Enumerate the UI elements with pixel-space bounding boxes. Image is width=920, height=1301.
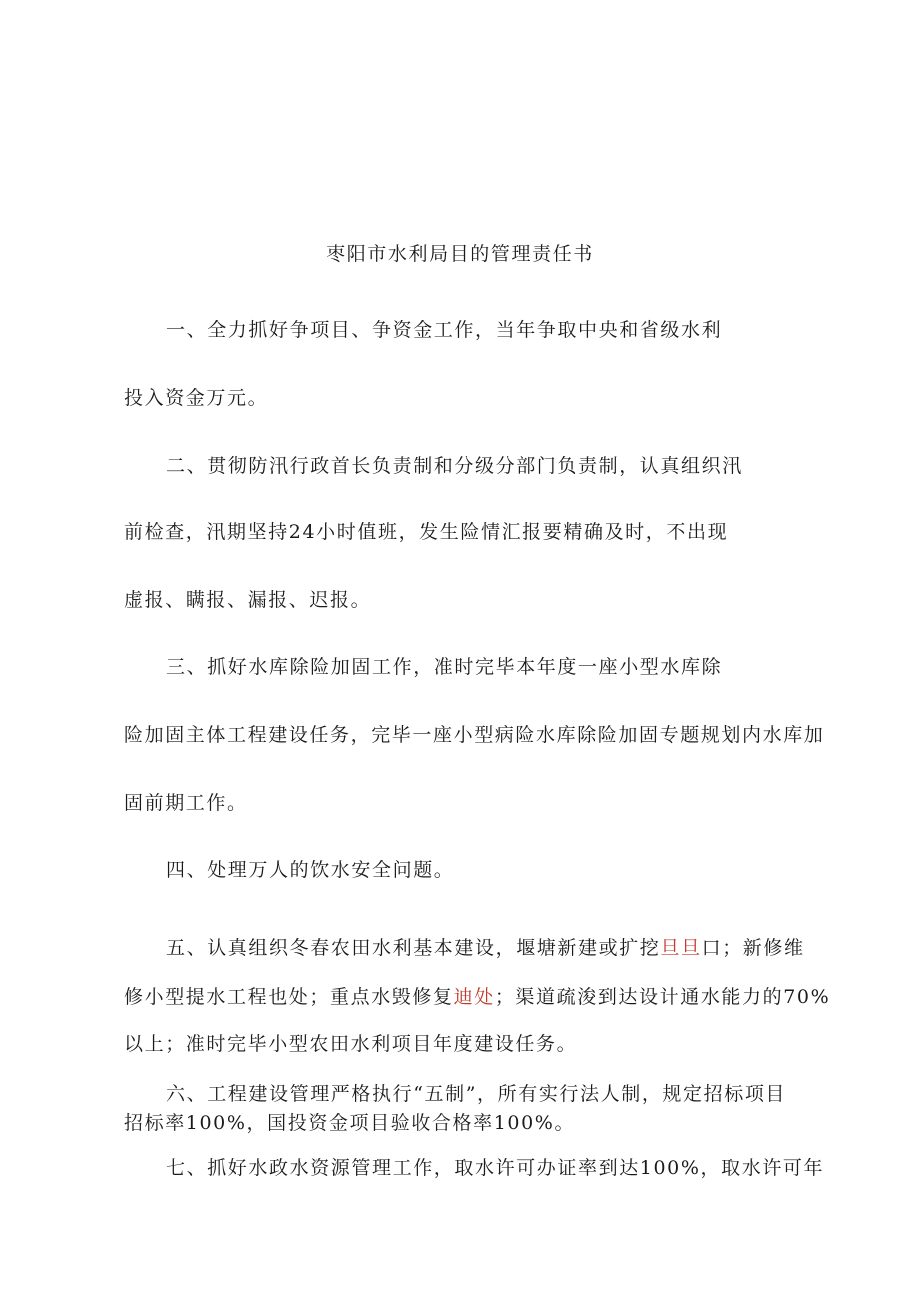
paragraph-3-line-3: 固前期工作。 xyxy=(124,792,248,814)
paragraph-5-text: 修小型提水工程也处；重点水毁修复 xyxy=(124,986,454,1008)
paragraph-5-text: 五、认真组织冬春农田水利基本建设，堰塘新建或扩挖 xyxy=(166,937,661,959)
highlighted-text: 旦旦 xyxy=(660,937,702,959)
paragraph-1-line-2: 投入资金万元。 xyxy=(124,387,269,409)
paragraph-4-line-1: 四、处理万人的饮水安全问题。 xyxy=(166,859,455,881)
paragraph-5-line-3: 以上；准时完毕小型农田水利项目年度建设任务。 xyxy=(124,1033,578,1055)
paragraph-2-line-2: 前检查，汛期坚持24小时值班，发生险情汇报要精确及时，不出现 xyxy=(124,521,729,543)
document-title: 枣阳市水利局目的管理责任书 xyxy=(326,243,594,265)
paragraph-6-line-2: 招标率100%，国投资金项目验收合格率100%。 xyxy=(124,1112,576,1134)
paragraph-5-line-2 xyxy=(124,985,830,1009)
paragraph-1-line-1: 一、全力抓好争项目、争资金工作，当年争取中央和省级水利 xyxy=(166,319,723,341)
paragraph-5-text: 口；新修维 xyxy=(701,937,805,959)
paragraph-6-line-1: 六、工程建设管理严格执行“五制”，所有实行法人制，规定招标项目 xyxy=(166,1083,787,1105)
paragraph-5-line-1 xyxy=(166,936,805,960)
paragraph-2-line-3: 虚报、瞒报、漏报、迟报。 xyxy=(124,589,372,611)
paragraph-3-line-2: 险加固主体工程建设任务，完毕一座小型病险水库除险加固专题规划内水库加 xyxy=(124,724,825,746)
paragraph-7-line-1: 七、抓好水政水资源管理工作，取水许可办证率到达100%，取水许可年 xyxy=(166,1157,825,1179)
paragraph-2-line-1: 二、贯彻防汛行政首长负责制和分级分部门负责制，认真组织汛 xyxy=(166,455,743,477)
paragraph-5-text: ；渠道疏浚到达设计通水能力的70% xyxy=(494,986,831,1008)
highlighted-text: 迪处 xyxy=(453,986,495,1008)
paragraph-3-line-1: 三、抓好水库除险加固工作，准时完毕本年度一座小型水库除 xyxy=(166,656,723,678)
